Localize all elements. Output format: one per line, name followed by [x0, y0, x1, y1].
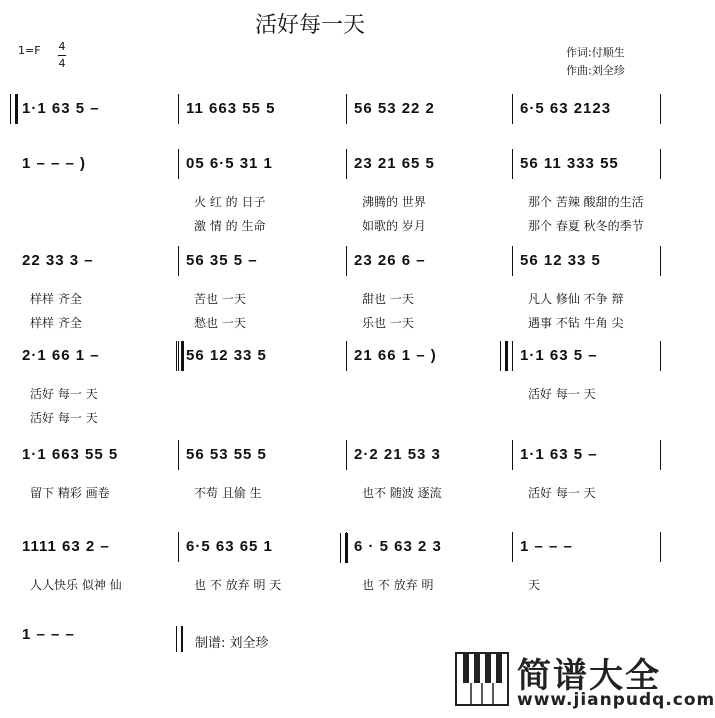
measure-notes: 1·1 63 5 –	[22, 100, 100, 117]
time-signature-bottom: 4	[58, 57, 66, 70]
logo-url: www.jianpudq.com	[517, 690, 715, 710]
repeat-barline	[10, 94, 18, 124]
measure-notes: 11 663 55 5	[186, 100, 276, 117]
measure-notes: 1·1 663 55 5	[22, 446, 119, 463]
measure-notes: 1·1 63 5 –	[520, 446, 598, 463]
barline	[512, 149, 513, 179]
barline	[178, 246, 179, 276]
measure-notes: 05 6·5 31 1	[186, 155, 273, 172]
measure-notes: 56 53 22 2	[354, 100, 435, 117]
repeat-barline	[176, 341, 184, 371]
lyric-text: 那个 春夏 秋冬的季节	[528, 219, 644, 233]
lyric-text: 苦也 一天	[194, 292, 246, 306]
barline	[512, 341, 513, 371]
measure-notes: 23 21 65 5	[354, 155, 435, 172]
lyric-text: 样样 齐全	[30, 292, 82, 306]
measure-notes: 1 – – –	[520, 538, 573, 555]
measure-notes: 6·5 63 2123	[520, 100, 612, 117]
lyric-text: 活好 每一 天	[528, 486, 596, 500]
lyric-text: 甜也 一天	[362, 292, 414, 306]
lyric-text: 火 红 的 日子	[194, 195, 266, 209]
barline	[512, 94, 513, 124]
lyric-text: 样样 齐全	[30, 316, 82, 330]
lyric-text: 如歌的 岁月	[362, 219, 426, 233]
lyric-text: 活好 每一 天	[528, 387, 596, 401]
lyric-text: 遇事 不钻 牛角 尖	[528, 316, 624, 330]
measure-notes: 2·1 66 1 –	[22, 347, 100, 364]
footer-bar	[176, 626, 183, 652]
measure-notes: 56 11 333 55	[520, 155, 619, 172]
piano-icon	[455, 652, 509, 706]
lyric-text: 人人快乐 似神 仙	[30, 578, 122, 592]
lyricist-credit: 作词:付顺生	[566, 46, 625, 59]
transcriber-credit: 制谱: 刘全珍	[195, 636, 269, 651]
barline	[512, 440, 513, 470]
lyric-text: 留下 精彩 画卷	[30, 486, 110, 500]
repeat-barline	[500, 341, 508, 371]
barline	[660, 532, 661, 562]
barline	[346, 94, 347, 124]
measure-notes: 6·5 63 65 1	[186, 538, 273, 555]
lyric-text: 天	[528, 578, 541, 592]
lyric-text: 也不 随波 逐流	[362, 486, 442, 500]
site-logo	[455, 648, 715, 710]
lyric-text: 那个 苦辣 酸甜的生活	[528, 195, 644, 209]
barline	[660, 246, 661, 276]
time-signature-top: 4	[58, 40, 66, 53]
lyric-text: 也 不 放弃 明 天	[194, 578, 282, 592]
barline	[660, 440, 661, 470]
measure-notes: 1·1 63 5 –	[520, 347, 598, 364]
barline	[346, 149, 347, 179]
barline	[178, 532, 179, 562]
lyric-text: 乐也 一天	[362, 316, 414, 330]
measure-notes: 56 12 33 5	[520, 252, 601, 269]
logo-name: 简谱大全	[517, 656, 661, 696]
measure-notes: 56 35 5 –	[186, 252, 258, 269]
lyric-text: 愁也 一天	[194, 316, 246, 330]
page-title: 活好每一天	[255, 13, 366, 38]
measure-notes: 2·2 21 53 3	[354, 446, 441, 463]
measure-notes: 56 12 33 5	[186, 347, 267, 364]
key-signature: 1=F	[18, 44, 41, 57]
measure-notes: 56 53 55 5	[186, 446, 267, 463]
lyric-text: 激 情 的 生命	[194, 219, 266, 233]
barline	[178, 94, 179, 124]
measure-notes: 1 – – –	[22, 626, 75, 643]
barline	[512, 532, 513, 562]
lyric-text: 活好 每一 天	[30, 411, 98, 425]
measure-notes: 6 · 5 63 2 3	[354, 538, 442, 555]
lyric-text: 也 不 放弃 明	[362, 578, 434, 592]
barline	[660, 149, 661, 179]
measure-notes: 21 66 1 – )	[354, 347, 437, 364]
measure-notes: 1 – – – )	[22, 155, 87, 172]
barline	[346, 341, 347, 371]
measure-notes: 1111 63 2 –	[22, 538, 110, 555]
barline	[178, 440, 179, 470]
barline	[512, 246, 513, 276]
lyric-text: 不苟 且偷 生	[194, 486, 262, 500]
measure-notes: 23 26 6 –	[354, 252, 426, 269]
lyric-text: 沸腾的 世界	[362, 195, 426, 209]
time-signature	[58, 40, 66, 71]
lyric-text: 活好 每一 天	[30, 387, 98, 401]
barline	[346, 246, 347, 276]
barline	[660, 94, 661, 124]
lyric-text: 凡人 修仙 不争 辩	[528, 292, 624, 306]
repeat-barline	[340, 533, 348, 563]
barline	[346, 440, 347, 470]
composer-credit: 作曲:刘全珍	[566, 64, 625, 77]
barline	[660, 341, 661, 371]
measure-notes: 22 33 3 –	[22, 252, 94, 269]
barline	[178, 149, 179, 179]
